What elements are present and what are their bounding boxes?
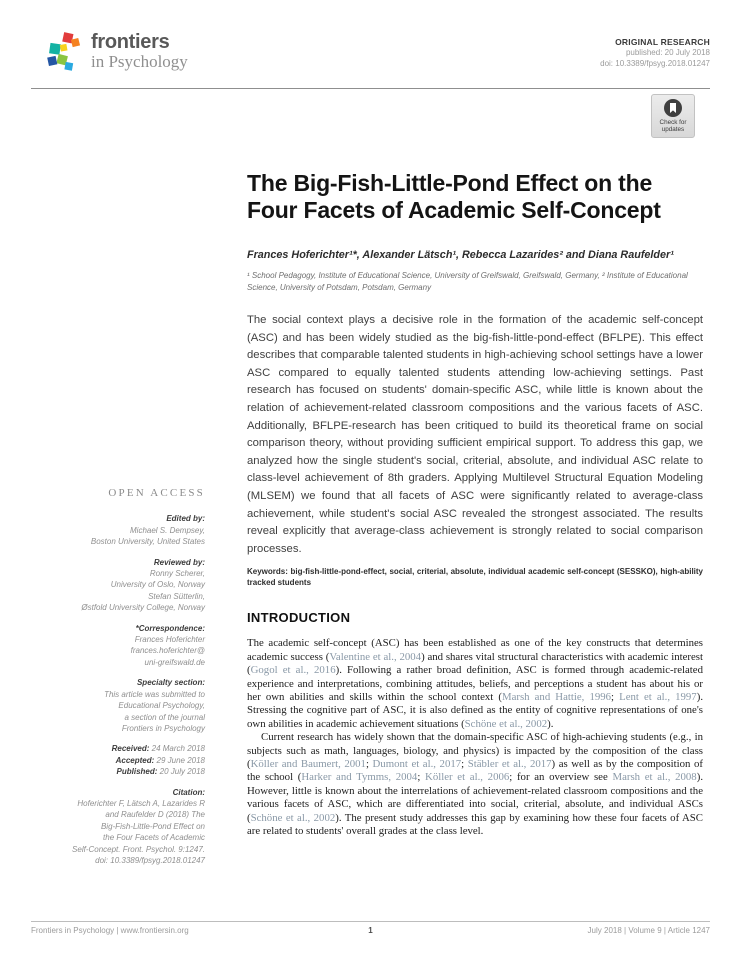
reviewed-by-block bbox=[30, 557, 205, 614]
article-type-label: ORIGINAL RESEARCH bbox=[615, 37, 710, 47]
keywords-line: Keywords: big-fish-little-pond-effect, social, criterial, absolute, individual academic self-concept (SESSKO), high-ability tracked students bbox=[247, 567, 703, 588]
edited-by-block bbox=[30, 513, 205, 547]
open-access-label: OPEN ACCESS bbox=[108, 487, 205, 499]
edited-by-value bbox=[30, 525, 205, 548]
body-text: ). bbox=[547, 717, 554, 730]
published-label: Published: bbox=[116, 767, 158, 777]
citation-link[interactable]: Marsh et al., 2008 bbox=[612, 771, 697, 784]
author-list: Frances Hoferichter¹*, Alexander Lätsch¹, Rebecca Lazarides² and Diana Raufelder¹ bbox=[247, 249, 674, 261]
frontiers-logo-icon bbox=[46, 32, 84, 74]
body-text: ). However, little is known about the interrelations of achievement-related classroom compositions and the various facets of ASC, which are differentiated into social, criterial, absolute, and individual ASCs ( bbox=[247, 771, 704, 824]
citation-value bbox=[30, 798, 205, 866]
citation-block bbox=[30, 787, 205, 867]
body-text: ; bbox=[417, 771, 426, 784]
text-line: Boston University, United States bbox=[90, 537, 205, 547]
introduction-heading: INTRODUCTION bbox=[247, 610, 351, 626]
citation-link[interactable]: Marsh and Hattie, 1996 bbox=[501, 690, 612, 703]
citation-label: Citation: bbox=[172, 787, 205, 797]
accepted-label: Accepted: bbox=[115, 755, 155, 765]
correspondence-block bbox=[30, 623, 205, 669]
page-header bbox=[46, 32, 710, 74]
citation-link[interactable]: Köller and Baumert, 2001 bbox=[250, 757, 366, 770]
specialty-section-value bbox=[30, 689, 205, 735]
body-text: The academic self-concept (ASC) has been established as one of the key constructs that determines academic success ( bbox=[247, 637, 703, 663]
citation-link[interactable]: Köller et al., 2006 bbox=[425, 771, 510, 784]
text-line: uni-greifswald.de bbox=[144, 657, 205, 667]
received-label: Received: bbox=[111, 744, 150, 754]
accepted-date bbox=[30, 755, 205, 766]
intro-paragraph-2 bbox=[247, 731, 703, 838]
footer-journal-url: Frontiers in Psychology | www.frontiersin.org bbox=[31, 926, 189, 935]
header-meta bbox=[600, 32, 710, 69]
article-title: The Big-Fish-Little-Pond Effect on the Four Facets of Academic Self-Concept bbox=[247, 170, 661, 223]
page-footer bbox=[31, 926, 710, 935]
body-text: ). The present study addresses this gap by examining how these four facets of ASC are related to students' overall grades at the class level. bbox=[247, 811, 703, 837]
abstract-text: The social context plays a decisive role in the formation of the academic self-concept (ASC) and has been widely studied as the big-fish-little-pond-effect (BFLPE). This effect describes that comparable talented students in high-achieving school settings have a lower ASC compared to equally talented students attending low-achieving settings. Past research has focused on students' domain-specific ASC, while little is known about the relation of achievement-related classroom compositions and the various facets of ASC. Additionally, BFLPE-research has been critiqued to build its theoretical frame on social comparison theory, without providing sufficient empirical support. To address this gap, we analyzed how the single student's social, criterial, absolute, and individual ASC relate to class-level achievement of 8th graders. Applying Multilevel Structural Equation Modeling (MLSEM) we found that all facets of ASC were significantly related to average-class achievement, while student's social ASC revealed the strongest associated. The results reveal explicitly that average-class achievement is strongly related to social comparison processes. bbox=[247, 314, 703, 555]
body-text: ; for an overview see bbox=[509, 771, 613, 784]
intro-paragraph-1 bbox=[247, 637, 703, 731]
text-line: Hoferichter F, Lätsch A, Lazarides R bbox=[77, 798, 205, 808]
citation-link[interactable]: Stäbler et al., 2017 bbox=[467, 757, 552, 770]
article-meta-sidebar bbox=[30, 488, 205, 875]
citation-link[interactable]: Valentine et al., 2004 bbox=[329, 650, 422, 663]
text-line: frances.hoferichter@ bbox=[130, 646, 205, 656]
footer-divider bbox=[31, 921, 710, 922]
text-line: Frontiers in Psychology bbox=[121, 723, 205, 733]
text-line: Ronny Scherer, bbox=[149, 569, 205, 579]
correspondence-email[interactable] bbox=[30, 645, 205, 668]
published-date: published: 20 July 2018 bbox=[625, 48, 710, 57]
journal-subtitle: in Psychology bbox=[91, 52, 188, 71]
body-text: ) and shares vital structural characteristics with academic interest ( bbox=[247, 650, 704, 677]
received-value: 24 March 2018 bbox=[149, 744, 205, 754]
body-text: Current research has widely shown that the domain-specific ASC of high-achieving students (e.g., in subjects such as math, languages, biology, and physics) is impacted by the composition of the class ( bbox=[247, 731, 703, 770]
specialty-section-label: Specialty section: bbox=[136, 678, 205, 688]
journal-name: frontiers bbox=[91, 31, 170, 53]
published-value: 20 July 2018 bbox=[157, 767, 205, 777]
logo-wordmark bbox=[91, 32, 188, 71]
text-line: Stefan Sütterlin, bbox=[148, 591, 205, 601]
citation-link[interactable]: Gogol et al., 2016 bbox=[250, 664, 336, 677]
body-text: ; bbox=[611, 690, 620, 703]
body-text: ). Following a rather broad definition, ASC is formed through academic-related experience and interpretations, combining attitudes, beliefs, and perceptions a student has about his or her own abilities and skills within the school context ( bbox=[247, 664, 703, 703]
body-text: ) as well as by the composition of the school ( bbox=[247, 757, 703, 784]
dates-block bbox=[30, 743, 205, 777]
edited-by-label: Edited by: bbox=[166, 514, 205, 524]
text-line: Educational Psychology, bbox=[118, 701, 205, 711]
text-line: updates bbox=[661, 126, 685, 133]
text-line: doi: 10.3389/fpsyg.2018.01247 bbox=[95, 855, 205, 865]
text-line: and Raufelder D (2018) The bbox=[105, 810, 205, 820]
text-line: This article was submitted to bbox=[104, 689, 205, 699]
text-line: Self-Concept. Front. Psychol. 9:1247. bbox=[72, 844, 205, 854]
text-line: Big-Fish-Little-Pond Effect on bbox=[100, 821, 205, 831]
citation-link[interactable]: Schöne et al., 2002 bbox=[464, 717, 548, 730]
body-text: ; bbox=[365, 757, 373, 770]
text-line: a section of the journal bbox=[124, 712, 205, 722]
body-text: ). Stressing the cognitive part of ASC, it is also defined as the entity of cognitive representations of one's own abilities in academic achievement situations ( bbox=[247, 690, 704, 730]
crossmark-icon bbox=[664, 99, 682, 117]
affiliations: ¹ School Pedagogy, Institute of Educational Science, University of Greifswald, Greifswald, Germany, ² Institute of Educational Science, University of Potsdam, Potsdam, Germany bbox=[247, 271, 688, 292]
check-for-updates-badge[interactable] bbox=[651, 94, 695, 138]
text-line: Check for bbox=[659, 119, 687, 126]
citation-link[interactable]: Dumont et al., 2017 bbox=[372, 757, 462, 770]
correspondence-label: *Correspondence: bbox=[135, 623, 205, 633]
correspondence-name: Frances Hoferichter bbox=[134, 635, 205, 645]
check-updates-label bbox=[660, 119, 687, 133]
text-line: the Four Facets of Academic bbox=[103, 833, 205, 843]
specialty-section-block bbox=[30, 677, 205, 734]
accepted-value: 29 June 2018 bbox=[154, 755, 205, 765]
received-date bbox=[30, 743, 205, 754]
footer-issue-info: July 2018 | Volume 9 | Article 1247 bbox=[587, 926, 710, 935]
citation-link[interactable]: Schöne et al., 2002 bbox=[250, 811, 336, 824]
text-line: Michael S. Dempsey, bbox=[130, 525, 205, 535]
page-number: 1 bbox=[368, 926, 373, 935]
doi-link[interactable]: doi: 10.3389/fpsyg.2018.01247 bbox=[600, 58, 710, 68]
text-line: University of Oslo, Norway bbox=[110, 580, 205, 590]
published-date-side bbox=[30, 766, 205, 777]
reviewed-by-value bbox=[30, 568, 205, 614]
reviewed-by-label: Reviewed by: bbox=[153, 557, 205, 567]
text-line: Østfold University College, Norway bbox=[81, 603, 205, 613]
header-divider bbox=[31, 88, 710, 89]
citation-link[interactable]: Harker and Tymms, 2004 bbox=[301, 771, 418, 784]
article-body-column bbox=[247, 170, 703, 838]
frontiers-logo bbox=[46, 32, 188, 74]
citation-link[interactable]: Lent et al., 1997 bbox=[619, 690, 697, 703]
body-text: ; bbox=[461, 757, 468, 770]
